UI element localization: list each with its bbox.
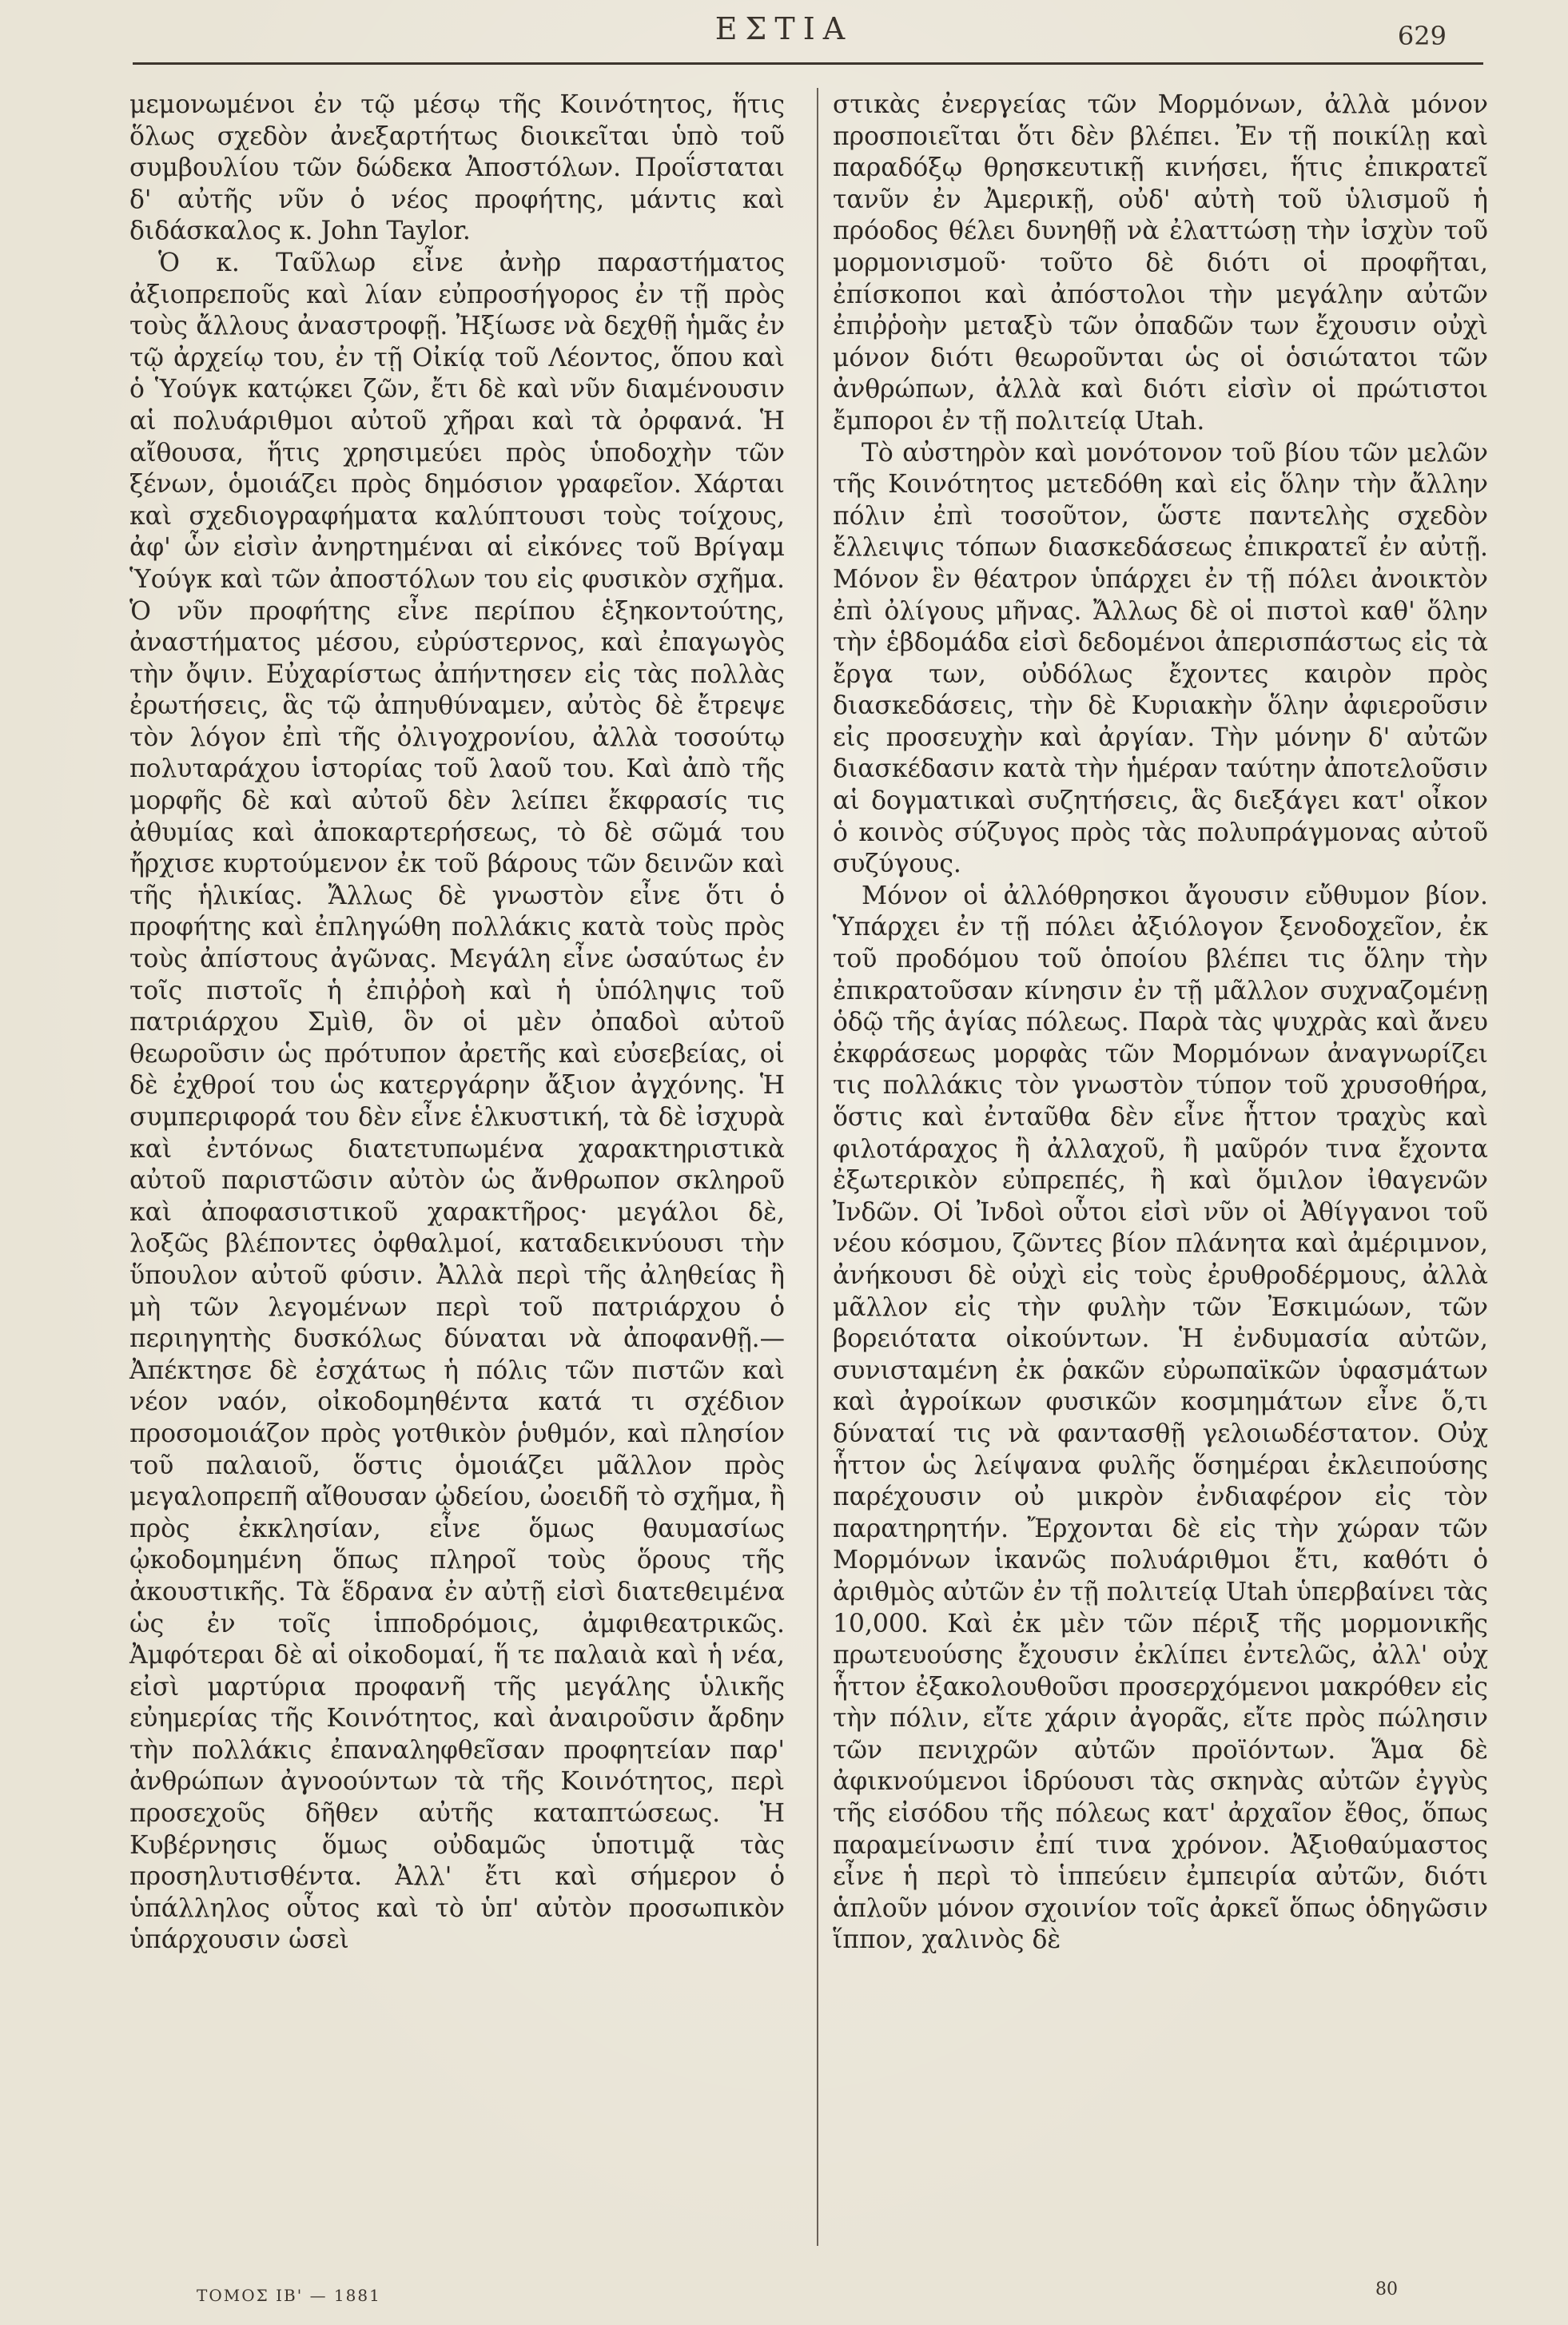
paragraph: Μόνον οἱ ἀλλόθρησκοι ἄγουσιν εὔθυμον βίον. Ὑπάρχει ἐν τῇ πόλει ἀξιόλογον ξενοδοχεῖον, ἐκ τοῦ προδόμου τοῦ ὁποίου βλέπει τις ὅλην τὴν ἐπικρατοῦσαν κίνησιν ἐν τῇ μᾶλλον συχναζομένῃ ὁδῷ τῆς ἁγίας πόλεως. Παρὰ τὰς ψυχρὰς καὶ ἄνευ ἐκφράσεως μορφὰς τῶν Μορμόνων ἀναγνωρίζει τις πολλάκις τὸν γνωστὸν τύπον τοῦ χρυσοθήρα, ὅστις καὶ ἐνταῦθα δὲν εἶνε ἧττον τραχὺς καὶ φιλοτάραχος ἢ ἀλλαχοῦ, ἢ μαῦρόν τινα ἔχοντα ἐξωτερικὸν εὐπρεπές, ἢ καὶ ὅμιλον ἰθαγενῶν Ἰνδῶν. Οἱ Ἰνδοὶ οὗτοι εἰσὶ νῦν οἱ Ἀθίγγανοι τοῦ νέου κόσμου, ζῶντες βίον πλάνητα καὶ ἀμέριμνον, ἀνήκουσι δὲ οὐχὶ εἰς τοὺς ἐρυθροδέρμους, ἀλλὰ μᾶλλον εἰς τὴν φυλὴν τῶν Ἐσκιμώων, τῶν βορειότατα οἰκούντων. Ἡ ἐνδυμασία αὐτῶν, συνισταμένη ἐκ ῥακῶν εὐρωπαϊκῶν ὑφασμάτων καὶ ἀγροίκων φυσικῶν κοσμημάτων εἶνε ὅ,τι δύναταί τις νὰ φαντασθῇ γελοιωδέστατον. Οὐχ ἧττον ὡς λείψανα φυλῆς ὅσημέραι ἐκλειπούσης παρέχουσιν οὐ μικρὸν ἐνδιαφέρον εἰς τὸν παρατηρητήν. Ἔρχονται δὲ εἰς τὴν χώραν τῶν Μορμόνων ἱκανῶς πολυάριθμοι ἔτι, καθότι ὁ ἀριθμὸς αὐτῶν ἐν τῇ πολιτείᾳ Utah ὑπερβαίνει τὰς 10,000. Καὶ ἐκ μὲν τῶν πέριξ τῆς μορμονικῆς πρωτευούσης ἔχουσιν ἐκλίπει ἐντελῶς, ἀλλ' οὐχ ἧττον ἐξακολουθοῦσι προσερχόμενοι μακρόθεν εἰς τὴν πόλιν, εἴτε χάριν ἀγορᾶς, εἴτε πρὸς πώλησιν τῶν πενιχρῶν αὐτῶν προϊόντων. Ἅμα δὲ ἀφικνούμενοι ἱδρύουσι τὰς σκηνὰς αὐτῶν ἐγγὺς τῆς εἰσόδου τῆς πόλεως κατ' ἀρχαῖον ἔθος, ὅπως παραμείνωσιν ἐπί τινα χρόνον. Ἀξιοθαύμαστος εἶνε ἡ περὶ τὸ ἱππεύειν ἐμπειρία αὐτῶν, διότι ἁπλοῦν μόνον σχοινίον τοῖς ἀρκεῖ ὅπως ὁδηγῶσιν ἵππον, χαλινὸς δὲ bbox=[833, 881, 1488, 1955]
column-rule bbox=[817, 88, 818, 2246]
paragraph: Ὁ κ. Ταῦλωρ εἶνε ἀνὴρ παραστήματος ἀξιοπρεποῦς καὶ λίαν εὐπροσήγορος ἐν τῇ πρὸς τοὺς ἄλλους ἀναστροφῇ. Ἠξίωσε νὰ δεχθῇ ἡμᾶς ἐν τῷ ἀρχείῳ του, ἐν τῇ Οἰκίᾳ τοῦ Λέοντος, ὅπου καὶ ὁ Ὑούγκ κατῴκει ζῶν, ἔτι δὲ καὶ νῦν διαμένουσιν αἱ πολυάριθμοι αὐτοῦ χῆραι καὶ τὰ ὀρφανά. Ἡ αἴθουσα, ἥτις χρησιμεύει πρὸς ὑποδοχὴν τῶν ξένων, ὁμοιάζει πρὸς δημόσιον γραφεῖον. Χάρται καὶ σχεδιογραφήματα καλύπτουσι τοὺς τοίχους, ἀφ' ὧν εἰσὶν ἀνηρτημέναι αἱ εἰκόνες τοῦ Βρίγαμ Ὑούγκ καὶ τῶν ἀποστόλων του εἰς φυσικὸν σχῆμα. Ὁ νῦν προφήτης εἶνε περίπου ἑξηκοντούτης, ἀναστήματος μέσου, εὐρύστερνος, καὶ ἐπαγωγὸς τὴν ὄψιν. Εὐχαρίστως ἀπήντησεν εἰς τὰς πολλὰς ἐρωτήσεις, ἃς τῷ ἀπηυθύναμεν, αὐτὸς δὲ ἔτρεψε τὸν λόγον ἐπὶ τῆς ὀλιγοχρονίου, ἀλλὰ τοσούτῳ πολυταράχου ἱστορίας τοῦ λαοῦ του. Καὶ ἀπὸ τῆς μορφῆς δὲ καὶ αὐτοῦ δὲν λείπει ἔκφρασίς τις ἀθυμίας καὶ ἀποκαρτερήσεως, τὸ δὲ σῶμά του ἤρχισε κυρτούμενον ἐκ τοῦ βάρους τῶν δεινῶν καὶ τῆς ἡλικίας. Ἄλλως δὲ γνωστὸν εἶνε ὅτι ὁ προφήτης καὶ ἐπληγώθη πολλάκις κατὰ τοὺς πρὸς τοὺς ἀπίστους ἀγῶνας. Μεγάλη εἶνε ὡσαύτως ἐν τοῖς πιστοῖς ἡ ἐπιῤῥοὴ καὶ ἡ ὑπόληψις τοῦ πατριάρχου Σμὶθ, ὃν οἱ μὲν ὀπαδοὶ αὐτοῦ θεωροῦσιν ὡς πρότυπον ἀρετῆς καὶ εὐσεβείας, οἱ δὲ ἐχθροί του ὡς κατεργάρην ἄξιον ἀγχόνης. Ἡ συμπεριφορά του δὲν εἶνε ἑλκυστική, τὰ δὲ ἰσχυρὰ καὶ ἐντόνως διατετυπωμένα χαρακτηριστικὰ αὐτοῦ παριστῶσιν αὐτὸν ὡς ἄνθρωπον σκληροῦ καὶ ἀποφασιστικοῦ χαρακτῆρος· μεγάλοι δὲ, λοξῶς βλέποντες ὀφθαλμοί, καταδεικνύουσι τὴν ὕπουλον αὐτοῦ φύσιν. Ἀλλὰ περὶ τῆς ἀληθείας ἢ μὴ τῶν λεγομένων περὶ τοῦ πατριάρχου ὁ περιηγητὴς δυσκόλως δύναται νὰ ἀποφανθῇ.—Ἀπέκτησε δὲ ἐσχάτως ἡ πόλις τῶν πιστῶν καὶ νέον ναόν, οἰκοδομηθέντα κατά τι σχέδιον προσομοιάζον πρὸς γοτθικὸν ῥυθμόν, καὶ πλησίον τοῦ παλαιοῦ, ὅστις ὁμοιάζει μᾶλλον πρὸς μεγαλοπρεπῆ αἴθουσαν ᾠδείου, ὠοειδῆ τὸ σχῆμα, ἢ πρὸς ἐκκλησίαν, εἶνε ὅμως θαυμασίως ᾠκοδομημένη ὅπως πληροῖ τοὺς ὅρους τῆς ἀκουστικῆς. Τὰ ἕδρανα ἐν αὐτῇ εἰσὶ διατεθειμένα ὡς ἐν τοῖς ἱπποδρόμοις, ἀμφιθεατρικῶς. Ἀμφότεραι δὲ αἱ οἰκοδομαί, ἥ τε παλαιὰ καὶ ἡ νέα, εἰσὶ μαρτύρια προφανῆ τῆς μεγάλης ὑλικῆς εὐημερίας τῆς Κοινότητος, καὶ ἀναιροῦσιν ἄρδην τὴν πολλάκις ἐπαναληφθεῖσαν προφητείαν παρ' ἀνθρώπων ἀγνοούντων τὰ τῆς Κοινότητος, περὶ προσεχοῦς δῆθεν αὐτῆς καταπτώσεως. Ἡ Κυβέρνησις ὅμως οὐδαμῶς ὑποτιμᾷ τὰς προσηλυτισθέντα. Ἀλλ' ἔτι καὶ σήμερον ὁ ὑπάλληλος οὗτος καὶ τὸ ὑπ' αὐτὸν προσωπικὸν ὑπάρχουσιν ὡσεὶ bbox=[129, 248, 785, 1955]
paragraph: στικὰς ἐνεργείας τῶν Μορμόνων, ἀλλὰ μόνον προσποιεῖται ὅτι δὲν βλέπει. Ἐν τῇ ποικίλῃ καὶ παραδόξῳ θρησκευτικῇ κινήσει, ἥτις ἐπικρατεῖ τανῦν ἐν Ἀμερικῇ, οὐδ' αὐτὴ τοῦ ὑλισμοῦ ἡ πρόοδος θέλει δυνηθῇ νὰ ἐλαττώσῃ τὴν ἰσχὺν τοῦ μορμονισμοῦ· τοῦτο δὲ διότι οἱ προφῆται, ἐπίσκοποι καὶ ἀπόστολοι τὴν μεγάλην αὐτῶν ἐπιῤῥοὴν μεταξὺ τῶν ὀπαδῶν των ἔχουσιν οὐχὶ μόνον διότι θεωροῦνται ὡς οἱ ὁσιώτατοι τῶν ἀνθρώπων, ἀλλὰ καὶ διότι εἰσὶν οἱ πρώτιστοι ἔμποροι ἐν τῇ πολιτείᾳ Utah. bbox=[833, 90, 1488, 436]
left-column bbox=[129, 90, 785, 1957]
volume-footer: ΤΟΜΟΣ ΙΒ' — 1881 bbox=[197, 2286, 381, 2305]
paragraph: Τὸ αὐστηρὸν καὶ μονότονον τοῦ βίου τῶν μελῶν τῆς Κοινότητος μετεδόθη καὶ εἰς ὅλην τὴν ἄλλην πόλιν ἐπὶ τοσοῦτον, ὥστε παντελὴς σχεδὸν ἔλλειψις τόπων διασκεδάσεως ἐπικρατεῖ ἐν αὐτῇ. Μόνον ἓν θέατρον ὑπάρχει ἐν τῇ πόλει ἀνοικτὸν ἐπὶ ὀλίγους μῆνας. Ἄλλως δὲ οἱ πιστοὶ καθ' ὅλην τὴν ἑβδομάδα εἰσὶ δεδομένοι ἀπερισπάστως εἰς τὰ ἔργα των, οὐδόλως ἔχοντες καιρὸν πρὸς διασκεδάσεις, τὴν δὲ Κυριακὴν ὅλην ἀφιεροῦσιν εἰς προσευχὴν καὶ ἀργίαν. Τὴν μόνην δ' αὐτῶν διασκέδασιν κατὰ τὴν ἡμέραν ταύτην ἀποτελοῦσιν αἱ δογματικαὶ συζητήσεις, ἃς διεξάγει κατ' οἶκον ὁ κοινὸς σύζυγος πρὸς τὰς πολυπράγμονας αὐτοῦ συζύγους. bbox=[833, 438, 1488, 879]
page-number: 629 bbox=[1397, 21, 1447, 51]
header-rule bbox=[133, 62, 1483, 65]
right-column bbox=[833, 90, 1488, 1957]
paragraph: μεμονωμένοι ἐν τῷ μέσῳ τῆς Κοινότητος, ἥτις ὅλως σχεδὸν ἀνεξαρτήτως διοικεῖται ὑπὸ τοῦ συμβουλίου τῶν δώδεκα Ἀποστόλων. Προΐσταται δ' αὐτῆς νῦν ὁ νέος προφήτης, μάντις καὶ διδάσκαλος κ. John Taylor. bbox=[129, 90, 785, 246]
sheet-mark: 80 bbox=[1375, 2279, 1398, 2299]
running-title: ΕΣΤΙΑ bbox=[714, 11, 854, 46]
